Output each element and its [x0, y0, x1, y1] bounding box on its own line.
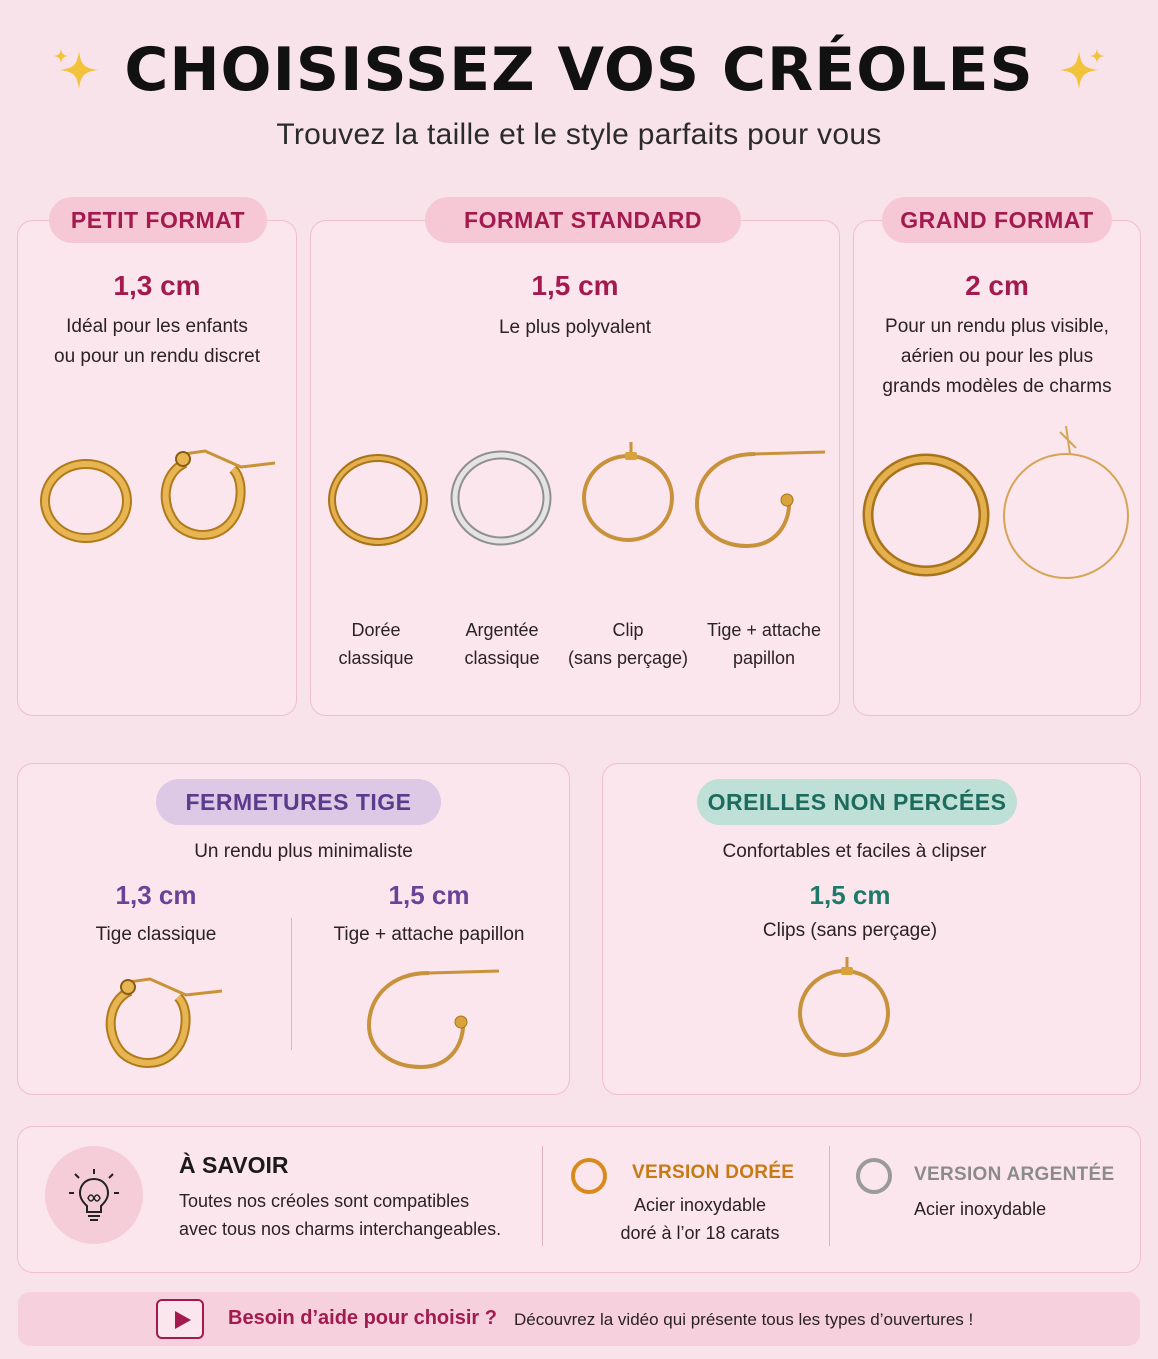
petit-format-label: PETIT FORMAT — [49, 197, 267, 243]
standard-size: 1,5 cm — [531, 270, 619, 301]
standard-item-3-line1: Clip — [612, 620, 644, 640]
tige-right-caption: Tige + attache papillon — [333, 924, 525, 945]
standard-item-1-line1: Dorée — [351, 620, 401, 640]
format-standard-label: FORMAT STANDARD — [425, 197, 741, 243]
lightbulb-icon — [66, 1165, 122, 1225]
clip-hoop-image — [796, 953, 892, 1059]
clip-hoop-image — [580, 438, 676, 544]
sparkle-icon — [1056, 45, 1106, 95]
page-title: CHOISISSEZ VOS CRÉOLES — [124, 35, 1034, 105]
grand-wire-hoop-image — [1000, 422, 1132, 582]
version-doree-title: VERSION DORÉE — [632, 1162, 795, 1183]
non-percees-size: 1,5 cm — [809, 880, 891, 910]
version-argentee-line-1: Acier inoxydable — [914, 1199, 1047, 1219]
grand-desc-2: aérien ou pour les plus — [900, 346, 1094, 367]
savoir-divider-1 — [542, 1146, 543, 1246]
tige-papillon-hoop-image — [695, 448, 827, 548]
non-percees-label: OREILLES NON PERCÉES — [697, 779, 1017, 825]
standard-item-1-line2: classique — [338, 648, 414, 668]
doree-classique-hoop-image — [328, 453, 428, 547]
help-question[interactable]: Besoin d’aide pour choisir ? — [228, 1307, 497, 1329]
version-doree-line-2: doré à l’or 18 carats — [620, 1223, 780, 1243]
tige-right-size: 1,5 cm — [388, 880, 470, 910]
non-percees-desc: Confortables et faciles à clipser — [722, 841, 987, 862]
standard-item-2-line2: classique — [464, 648, 540, 668]
tige-desc: Un rendu plus minimaliste — [194, 841, 413, 862]
petit-desc-2: ou pour un rendu discret — [54, 346, 260, 367]
standard-desc: Le plus polyvalent — [498, 317, 652, 338]
grand-size: 2 cm — [965, 270, 1029, 301]
page-subtitle: Trouvez la taille et le style parfaits pour vous — [276, 118, 882, 151]
help-text[interactable]: Découvrez la vidéo qui présente tous les types d’ouvertures ! — [514, 1310, 974, 1329]
version-argentee-title: VERSION ARGENTÉE — [914, 1164, 1115, 1185]
sparkle-icon — [52, 45, 102, 95]
a-savoir-title: À SAVOIR — [179, 1152, 289, 1178]
a-savoir-line-1: Toutes nos créoles sont compatibles — [179, 1191, 470, 1211]
standard-item-4-line1: Tige + attache — [707, 620, 821, 640]
tige-divider — [291, 918, 292, 1050]
savoir-divider-2 — [829, 1146, 830, 1246]
play-button[interactable] — [156, 1299, 204, 1339]
argentee-classique-hoop-image — [450, 450, 552, 546]
petit-size: 1,3 cm — [113, 270, 201, 301]
page-header — [0, 30, 1158, 110]
fermetures-tige-label: FERMETURES TIGE — [156, 779, 441, 825]
tige-left-caption: Tige classique — [95, 924, 217, 945]
version-doree-line-1: Acier inoxydable — [633, 1195, 767, 1215]
tige-classique-hoop-image — [100, 975, 225, 1070]
tige-left-size: 1,3 cm — [115, 880, 197, 910]
grand-desc-1: Pour un rendu plus visible, — [885, 316, 1109, 337]
non-percees-caption: Clips (sans perçage) — [762, 920, 938, 941]
standard-item-4-line2: papillon — [732, 648, 796, 668]
grand-gold-hoop-image — [862, 452, 990, 578]
play-icon — [173, 1310, 193, 1330]
standard-item-3-line2: (sans perçage) — [567, 648, 689, 668]
grand-desc-3: grands modèles de charms — [882, 376, 1112, 397]
a-savoir-line-2: avec tous nos charms interchangeables. — [179, 1219, 502, 1239]
grand-format-label: GRAND FORMAT — [882, 197, 1112, 243]
tige-papillon-hoop-image — [367, 965, 501, 1069]
gold-hoop-image — [40, 460, 132, 542]
petit-desc-1: Idéal pour les enfants — [66, 316, 248, 337]
tige-hoop-image — [155, 445, 280, 543]
silver-ring-icon — [854, 1158, 894, 1198]
standard-item-2-line1: Argentée — [465, 620, 539, 640]
